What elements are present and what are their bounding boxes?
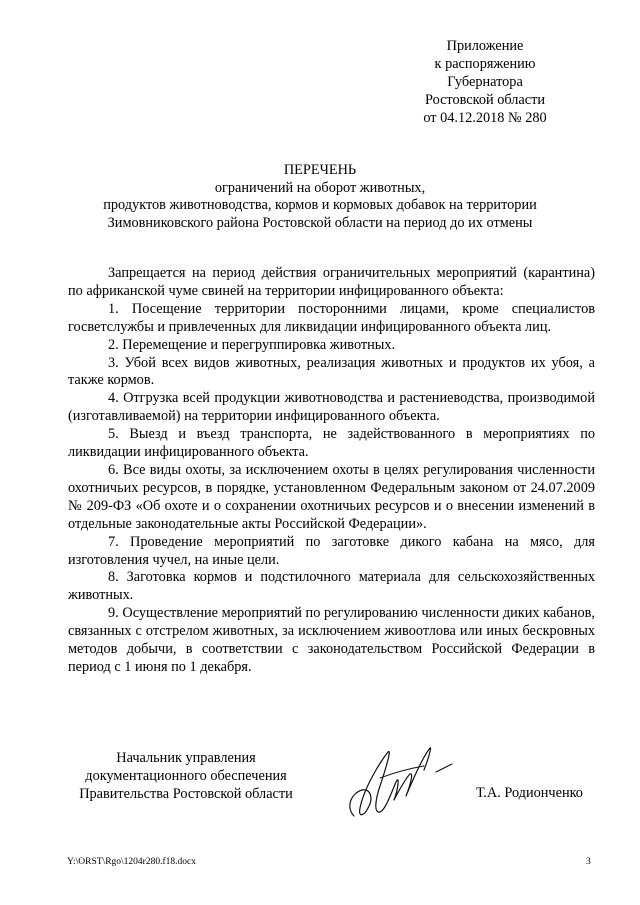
appendix-line: к распоряжению [434,56,536,72]
title-line: продуктов животноводства, кормов и кормовых добавок на территории [103,197,537,213]
list-item: 9. Осуществление мероприятий по регулированию численности диких кабанов, связанных с отстрелом животных, за исключением живоотлова или иных бескровных методов добычи, в соответствии с законодательством Российской Федерации в период с 1 июня по 1 декабря. [68,605,595,675]
list-item: 5. Выезд и въезд транспорта, не задействованного в мероприятиях по ликвидации инфицированного объекта. [68,426,595,461]
document-title [60,162,580,232]
title-heading: ПЕРЕЧЕНЬ [283,162,357,178]
appendix-line: Губернатора [447,74,523,90]
list-item: 7. Проведение мероприятий по заготовке дикого кабана на мясо, для изготовления чучел, на иные цели. [68,533,595,568]
position-line: Правительства Ростовской области [79,786,293,802]
appendix-header [400,37,570,127]
list-item: 3. Убой всех видов животных, реализация животных и продуктов их убоя, а также кормов. [68,354,595,389]
list-item: 2. Перемещение и перегруппировка животных. [108,336,396,353]
appendix-line: Приложение [446,38,524,54]
intro-paragraph: Запрещается на период действия ограничительных мероприятий (карантина) по африканской чуме свиней на территории инфицированного объекта: [68,265,595,299]
position-line: документационного обеспечения [85,768,287,784]
title-line: ограничений на оборот животных, [214,179,426,196]
page-number: 3 [586,857,591,867]
appendix-line: от 04.12.2018 № 280 [423,110,547,126]
appendix-line: Ростовской области [424,92,546,108]
list-item: 4. Отгрузка всей продукции животноводства и растениеводства, производимой (изготавливаемой) на территории инфицированного объекта. [68,390,595,425]
handwritten-signature [340,738,460,828]
footer-file-path: Y:\ORST\Rgo\1204r280.f18.docx [67,857,196,867]
document-body [68,265,595,677]
signatory-name: Т.А. Родионченко [476,785,583,801]
list-item: 6. Все виды охоты, за исключением охоты в целях регулирования численности охотничьих ресурсов, в порядке, установленном Федеральным законом от 24.07.2009 № 209-ФЗ «Об охоте и о сохранении охотничьих ресурсов и о внесении изменений в отдельные законодательные акты Российской Федерации». [68,461,595,532]
signatory-position [66,749,306,803]
list-item: 8. Заготовка кормов и подстилочного материала для сельскохозяйственных животных. [68,569,595,604]
list-item: 1. Посещение территории посторонними лицами, кроме специалистов госветслужбы и привлеченных для ликвидации инфицированного объекта лиц. [68,300,595,335]
position-line: Начальник управления [116,750,256,766]
title-line: Зимовниковского района Ростовской области на период до их отмены [107,214,533,231]
